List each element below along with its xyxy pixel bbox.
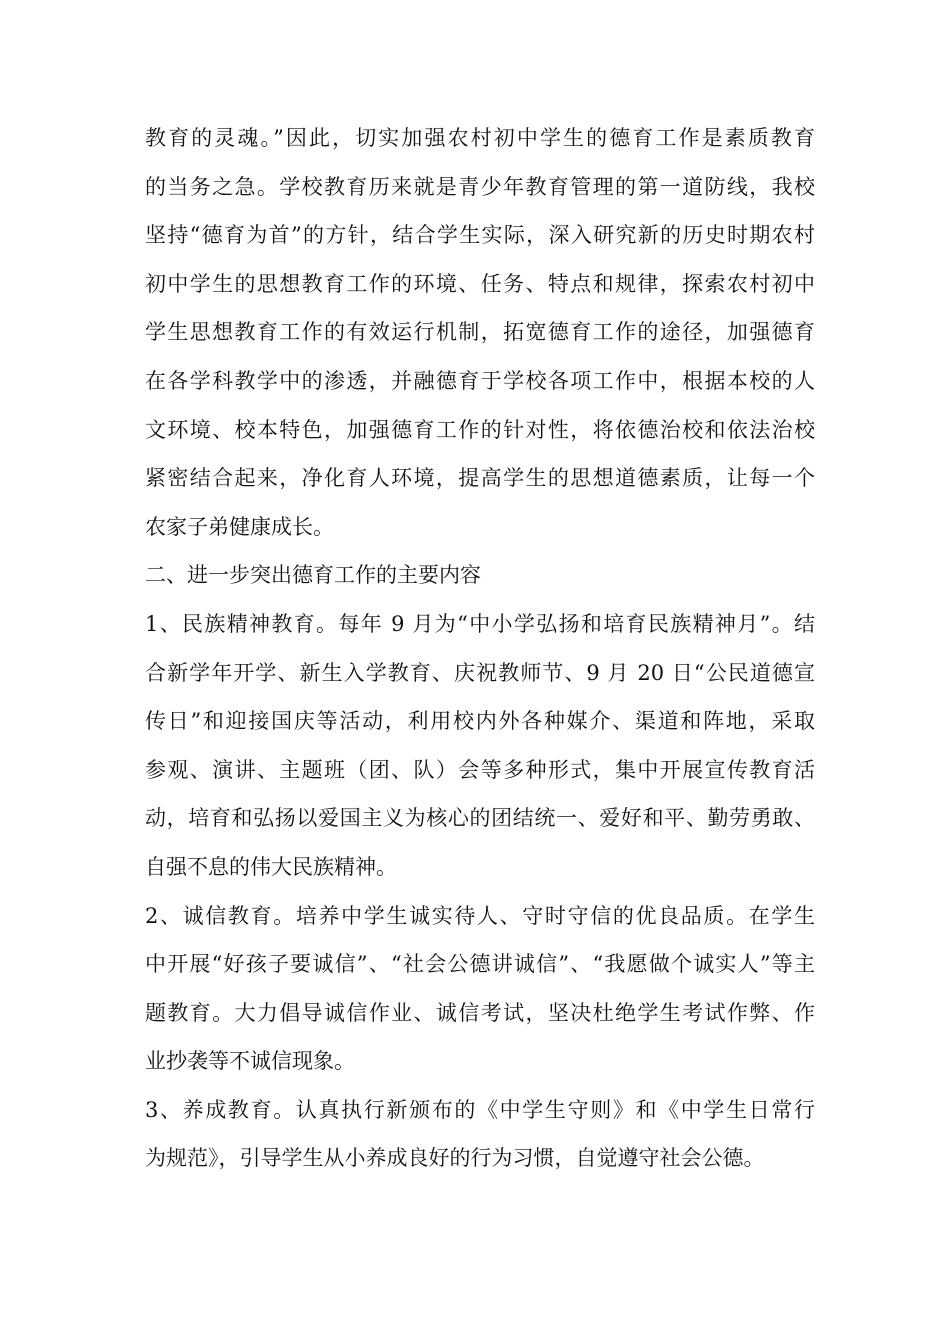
paragraph-last-line: 为规范》，引导学生从小养成良好的行为习惯，自觉遵守社会公德。 — [145, 1146, 765, 1171]
text-line: 传日”和迎接国庆等活动，利用校内外各种媒介、渠道和阵地，采取 — [145, 709, 815, 734]
paragraph-last-line: 农家子弟健康成长。 — [145, 514, 334, 539]
text-line: 在各学科教学中的渗透，并融德育于学校各项工作中，根据本校的人 — [145, 368, 815, 393]
text-line: 1、民族精神教育。每年 9 月为“中小学弘扬和培育民族精神月”。结 — [145, 611, 815, 636]
text-line: 合新学年开学、新生入学教育、庆祝教师节、9 月 20 日“公民道德宣 — [145, 660, 815, 685]
text-line: 3、养成教育。认真执行新颁布的《中学生守则》和《中学生日常行 — [145, 1097, 815, 1122]
text-line: 参观、演讲、主题班（团、队）会等多种形式，集中开展宣传教育活 — [145, 757, 815, 782]
text-line: 初中学生的思想教育工作的环境、任务、特点和规律，探索农村初中 — [145, 271, 815, 296]
document-body — [145, 114, 815, 1183]
text-line: 文环境、校本特色，加强德育工作的针对性，将依德治校和依法治校 — [145, 417, 815, 442]
text-line: 紧密结合起来，净化育人环境，提高学生的思想道德素质，让每一个 — [145, 466, 815, 491]
text-line: 学生思想教育工作的有效运行机制，拓宽德育工作的途径，加强德育 — [145, 320, 815, 345]
text-line: 题教育。大力倡导诚信作业、诚信考试，坚决杜绝学生考试作弊、作 — [145, 1000, 815, 1025]
text-line: 的当务之急。学校教育历来就是青少年教育管理的第一道防线，我校 — [145, 174, 815, 199]
text-line: 2、诚信教育。培养中学生诚实待人、守时守信的优良品质。在学生 — [145, 903, 815, 928]
paragraph-last-line: 业抄袭等不诚信现象。 — [145, 1049, 355, 1074]
text-line: 中开展“好孩子要诚信”、“社会公德讲诚信”、“我愿做个诚实人”等主 — [145, 952, 815, 977]
paragraph-last-line: 自强不息的伟大民族精神。 — [145, 854, 397, 879]
text-line: 坚持“德育为首”的方针，结合学生实际，深入研究新的历史时期农村 — [145, 223, 815, 248]
text-line: 动，培育和弘扬以爱国主义为核心的团结统一、爱好和平、勤劳勇敢、 — [145, 806, 815, 831]
text-line: 教育的灵魂。”因此，切实加强农村初中学生的德育工作是素质教育 — [145, 126, 815, 150]
section-heading: 二、进一步突出德育工作的主要内容 — [145, 563, 481, 588]
